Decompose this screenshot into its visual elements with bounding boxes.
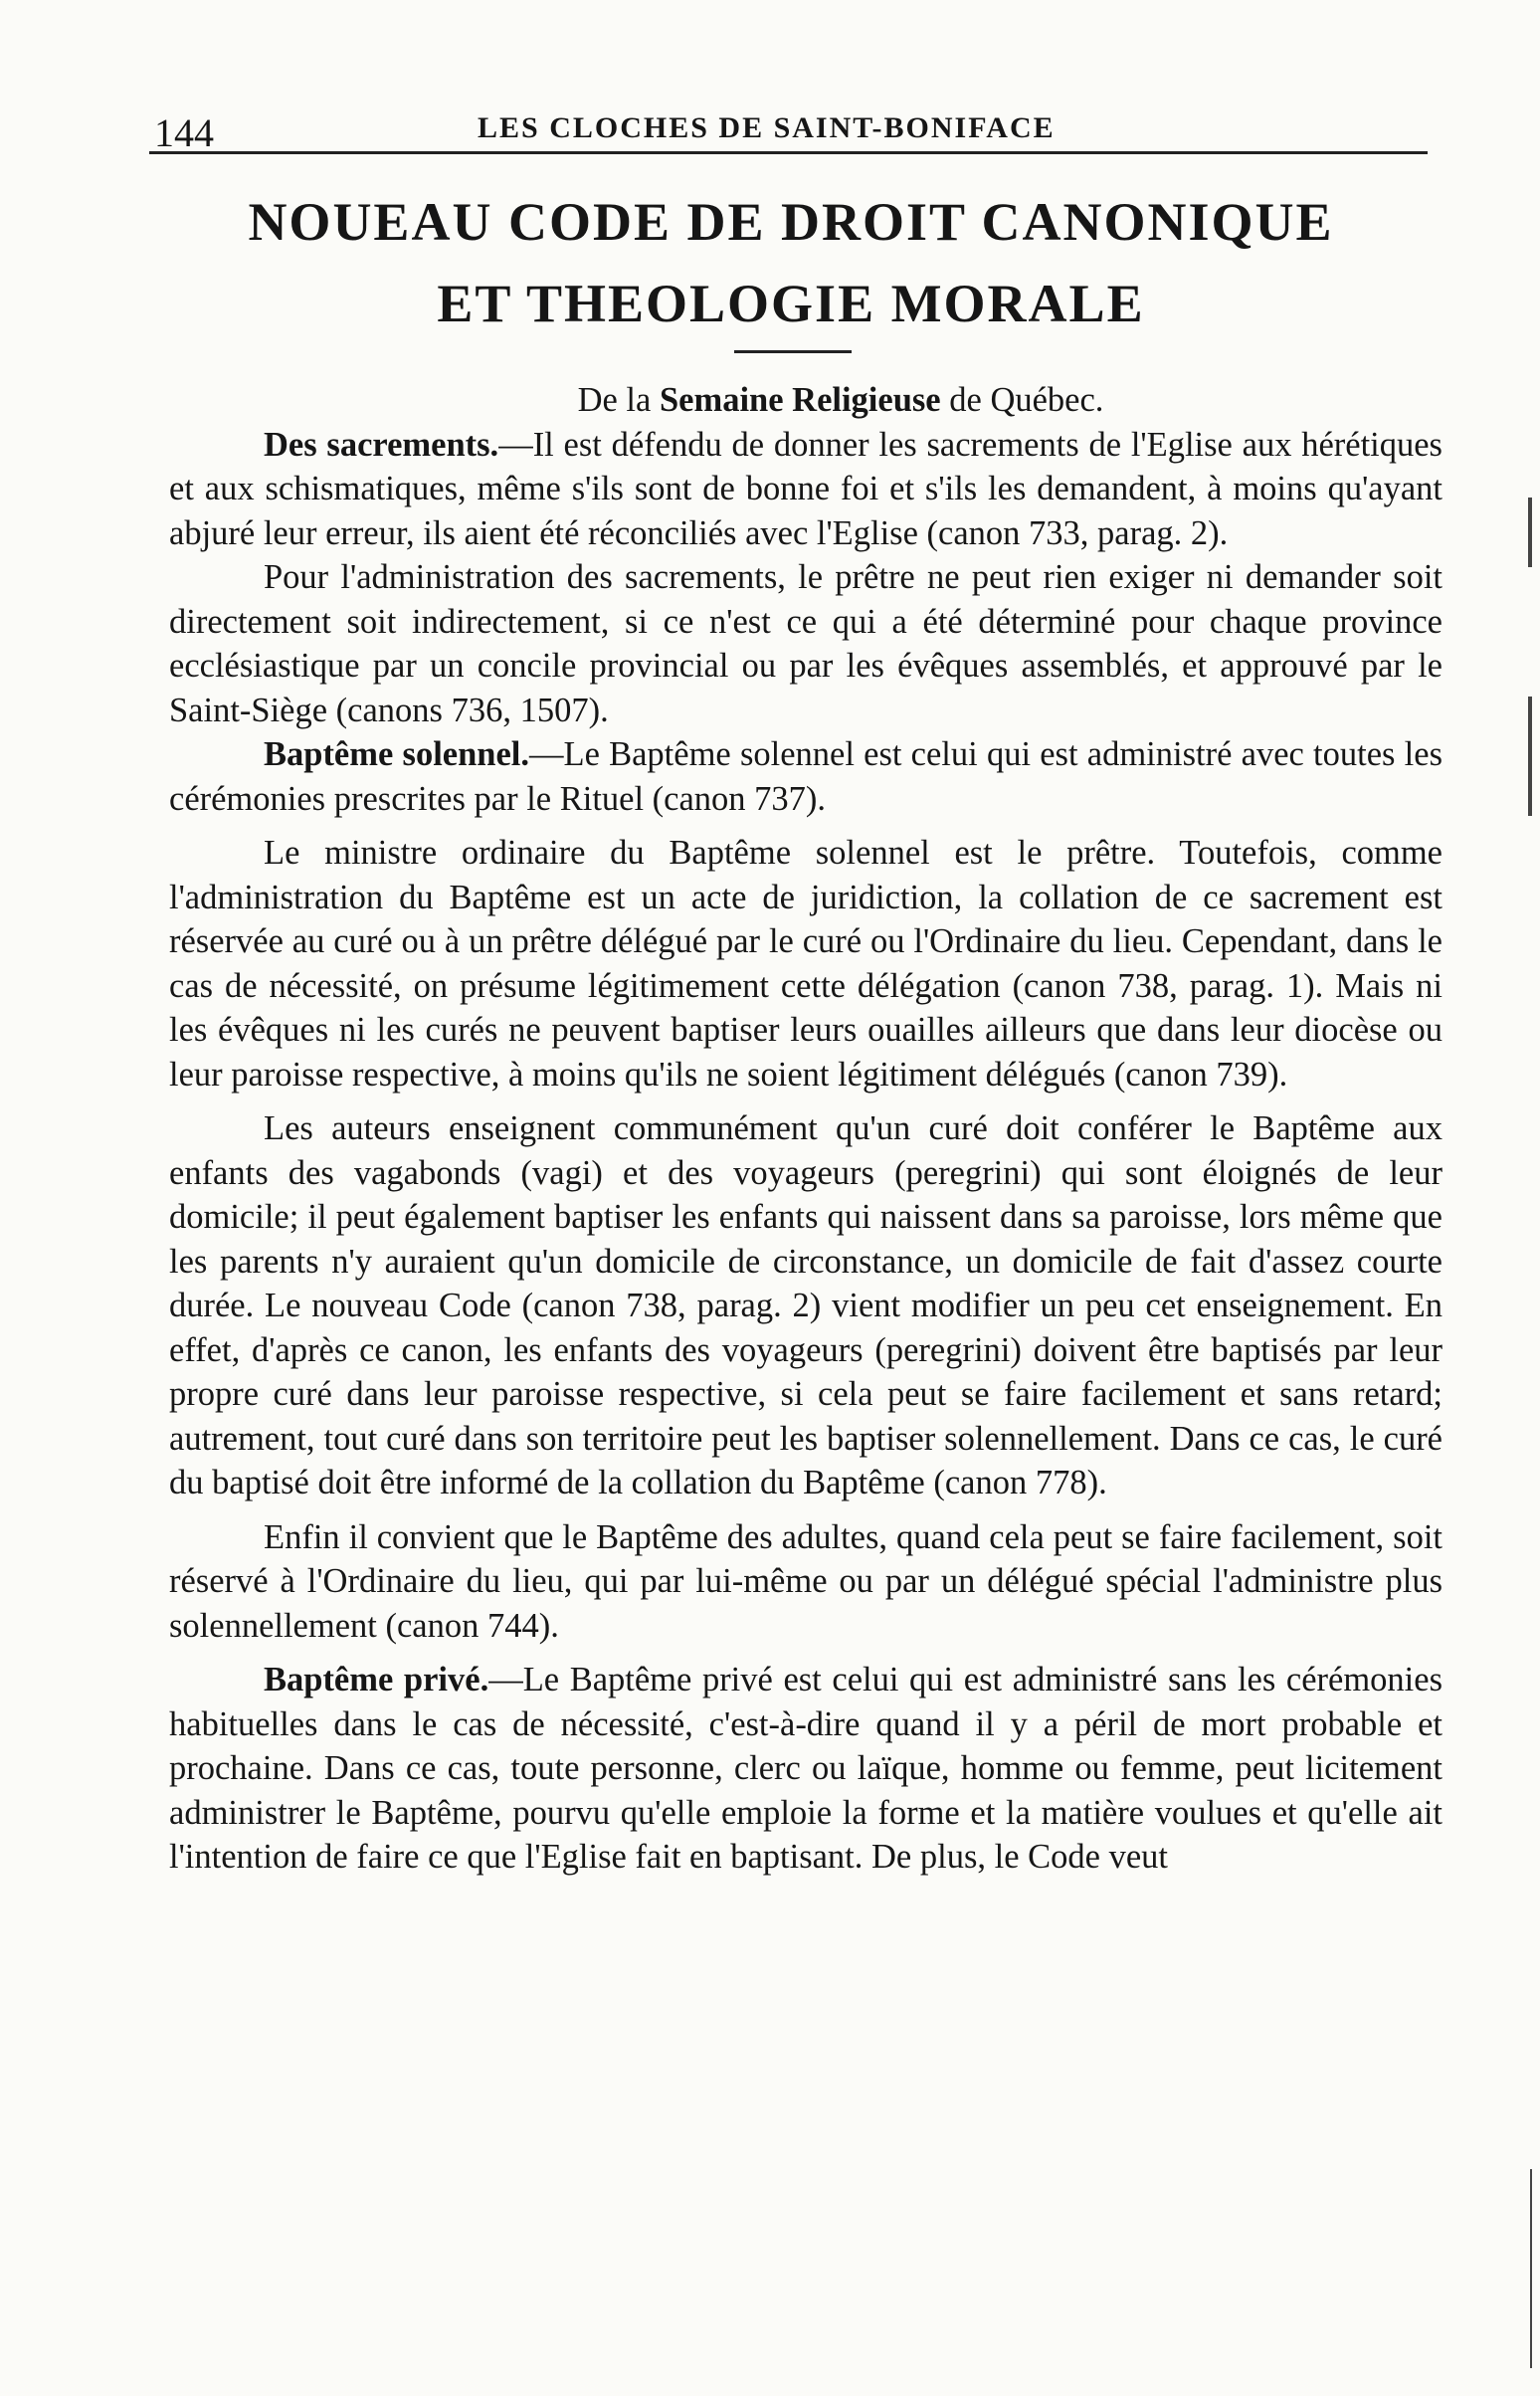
scan-edge-mark: [1528, 697, 1532, 816]
header-rule: [149, 151, 1428, 154]
source-publication: Semaine Religieuse: [659, 381, 941, 419]
paragraph-text: Le ministre ordinaire du Baptême solennel est le prêtre. Toutefois, comme l'administration du Baptême est un acte de juridiction, la collation de ce sacrement est réservée au curé ou à un prêtre délégué par le curé ou l'Ordinaire du lieu. Cependant, dans le cas de nécessité, on présume légitimement cette délégation (canon 738, parag. 1). Mais ni les évêques ni les curés ne peuvent baptiser leurs ouailles ailleurs que dans leur diocèse ou leur paroisse respective, à moins qu'ils ne soient légitiment délégués (canon 739).: [169, 834, 1443, 1094]
running-title: LES CLOCHES DE SAINT-BONIFACE: [478, 111, 1056, 144]
title-rule: [734, 350, 852, 353]
source-prefix: De la: [577, 381, 652, 419]
paragraph-text: —Il est défendu de donner les sacrements de l'Eglise aux hérétiques et aux schismatiques, même s'ils sont de bonne foi et s'ils les demandent, à moins qu'ayant abjuré leur erreur, ils aient été réconciliés avec l'Eglise (canon 733, parag. 2).: [169, 425, 1443, 552]
source-line: [169, 378, 1443, 423]
paragraph-bapteme-prive: [169, 1658, 1443, 1880]
paragraph-auteurs: [169, 1106, 1443, 1505]
paragraph-text: Enfin il convient que le Baptême des adultes, quand cela peut se faire facilement, soit réservé à l'Ordinaire du lieu, qui par lui-même ou par un délégué spécial l'administre plus solennellement (canon 744).: [169, 1517, 1443, 1645]
article-title: [149, 181, 1433, 344]
paragraph-text: Les auteurs enseignent communément qu'un curé doit conférer le Baptême aux enfants des vagabonds (vagi) et des voyageurs (peregrini) qui sont éloignés de leur domicile; il peut également baptiser les enfants qui naissent dans sa paroisse, lors même que les parents n'y auraient qu'un domicile de circonstance, un domicile de fait d'assez courte durée. Le nouveau Code (canon 738, parag. 2) vient modifier un peu cet enseignement. En effet, d'après ce canon, les enfants des voyageurs (peregrini) doivent être baptisés par leur propre curé dans leur paroisse respective, si cela peut se faire facilement et sans retard; autrement, tout curé dans son territoire peut les baptiser solennellement. Dans ce cas, le curé du baptisé doit être informé de la collation du Baptême (canon 778).: [169, 1109, 1443, 1501]
title-line-1: NOUEAU CODE DE DROIT CANONIQUE: [248, 192, 1334, 252]
paragraph-adultes: [169, 1515, 1443, 1649]
paragraph-lead: Des sacrements.: [264, 425, 499, 464]
scan-edge-mark: [1530, 2169, 1532, 2368]
paragraph-text: —Le Baptême privé est celui qui est administré sans les cérémonies habituelles dans le cas de nécessité, c'est-à-dire quand il y a péril de mort probable et prochaine. Dans ce cas, toute personne, clerc ou laïque, homme ou femme, peut licitement administrer le Baptême, pourvu qu'elle emploie la forme et la matière voulues et qu'elle ait l'intention de faire ce que l'Eglise fait en baptisant. De plus, le Code veut: [169, 1661, 1443, 1876]
paragraph-text: —Le Baptême solennel est celui qui est administré avec toutes les cérémonies prescrites par le Rituel (canon 737).: [169, 735, 1443, 818]
paragraph-administration: [169, 555, 1443, 732]
paragraph-text: Pour l'administration des sacrements, le prêtre ne peut rien exiger ni demander soit directement soit indirectement, si ce n'est ce qui a été déterminé pour chaque province ecclésiastique par un concile provincial ou par les évêques assemblés, et approuvé par le Saint-Siège (canons 736, 1507).: [169, 558, 1443, 729]
paragraph-lead: Baptême solennel.: [264, 735, 529, 773]
paragraph-sacrements: [169, 423, 1443, 556]
page-number: 144: [154, 110, 214, 155]
source-suffix: de Québec.: [949, 381, 1104, 419]
paragraph-bapteme-solennel: [169, 732, 1443, 821]
paragraph-ministre: [169, 831, 1443, 1097]
running-head: [149, 100, 1433, 155]
article-body: [169, 378, 1443, 1880]
scan-edge-mark: [1528, 498, 1532, 567]
paragraph-lead: Baptême privé.: [264, 1661, 489, 1698]
title-line-2: ET THEOLOGIE MORALE: [437, 274, 1145, 333]
